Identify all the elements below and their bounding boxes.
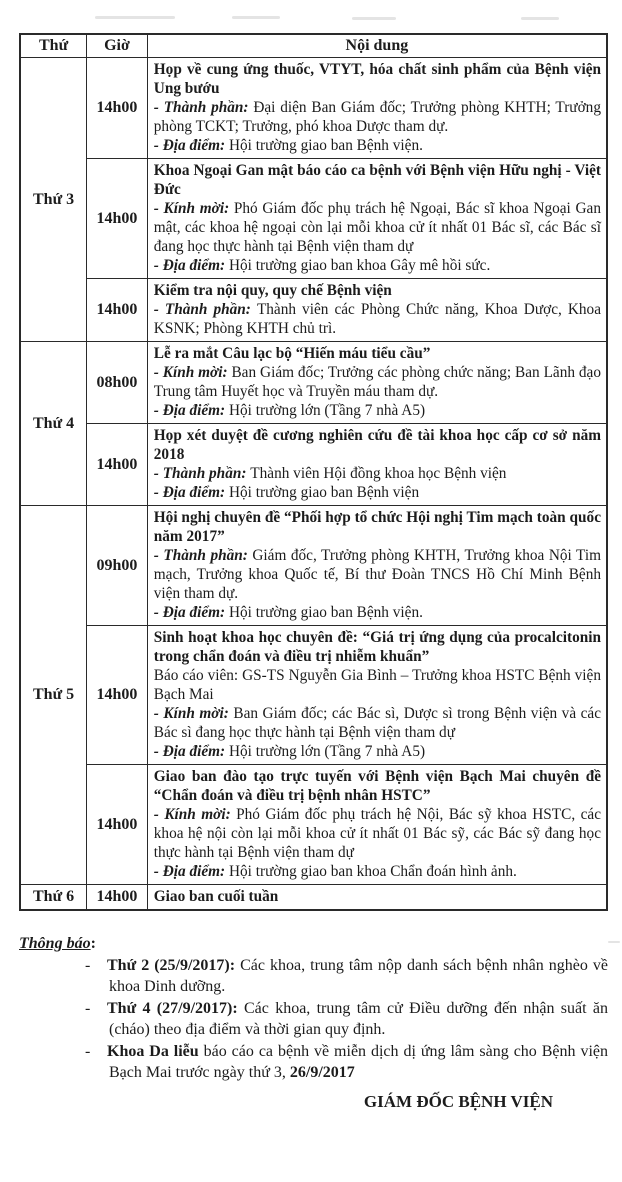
text-segment: Sinh hoạt khoa học chuyên đề: “Giá trị ứng dụng của procalcitonin trong chẩn đoán và điều trị nhiễm khuẩn” bbox=[153, 629, 601, 665]
content-line bbox=[154, 281, 601, 300]
content-line bbox=[154, 483, 601, 502]
text-segment: Thứ 4 (27/9/2017): bbox=[107, 1000, 244, 1017]
dash-marker: - bbox=[85, 957, 91, 974]
content-line bbox=[154, 887, 601, 906]
content-line bbox=[154, 300, 601, 338]
text-segment: Phó Giám đốc phụ trách hệ Nội, Bác sỹ khoa HSTC, các khoa hệ nội còn lại mỗi khoa cử ít nhất 01 Bác sỹ, các Bác sỹ đang học thực hành tại Bệnh viện tham dự bbox=[153, 806, 601, 861]
scan-artifact bbox=[608, 941, 620, 943]
content-line bbox=[154, 603, 601, 622]
day-cell: Thứ 5 bbox=[20, 506, 87, 885]
text-segment: Hội trường giao ban khoa Gây mê hồi sức. bbox=[228, 257, 491, 274]
notices-section bbox=[19, 933, 608, 1083]
content-cell bbox=[147, 58, 607, 159]
table-row bbox=[20, 626, 607, 765]
table-row bbox=[20, 424, 607, 506]
content-line bbox=[154, 401, 601, 420]
content-line bbox=[154, 666, 601, 704]
content-line bbox=[154, 363, 601, 401]
content-cell bbox=[147, 424, 607, 506]
content-line bbox=[154, 628, 601, 666]
text-segment: - Kính mời: bbox=[153, 705, 234, 722]
content-line bbox=[154, 98, 601, 136]
text-segment: Giám đốc, Trưởng phòng KHTH, Trưởng khoa Nội Tim mạch, Trưởng khoa Quốc tế, Bí thư Đoàn TNCS Hồ Chí Minh Bệnh viện tham dự. bbox=[153, 547, 601, 602]
text-segment: Hội trường lớn (Tầng 7 nhà A5) bbox=[228, 402, 426, 419]
content-line bbox=[154, 426, 601, 464]
content-cell bbox=[147, 885, 607, 911]
text-segment: - Thành phần: bbox=[153, 99, 254, 116]
content-line bbox=[154, 161, 601, 199]
text-segment: Hội trường giao ban Bệnh viện. bbox=[228, 137, 423, 154]
content-line bbox=[154, 60, 601, 98]
director-signature: GIÁM ĐỐC BỆNH VIỆN bbox=[363, 1092, 553, 1111]
scan-artifact bbox=[521, 17, 559, 20]
document-page bbox=[19, 33, 608, 1112]
content-line bbox=[154, 199, 601, 256]
scan-artifact bbox=[232, 16, 280, 19]
time-cell: 14h00 bbox=[87, 58, 148, 159]
time-cell: 14h00 bbox=[87, 885, 148, 911]
time-cell: 08h00 bbox=[87, 342, 148, 424]
notice-item bbox=[19, 998, 608, 1040]
text-segment: Giao ban cuối tuần bbox=[153, 888, 279, 905]
text-segment: Khoa Ngoại Gan mật báo cáo ca bệnh với Bệnh viện Hữu nghị - Việt Đức bbox=[153, 162, 601, 198]
text-segment: Báo cáo viên: GS-TS Nguyễn Gia Bình – Trưởng khoa HSTC Bệnh viện Bạch Mai bbox=[153, 667, 601, 703]
text-segment: - Thành phần: bbox=[153, 465, 251, 482]
dash-marker: - bbox=[85, 1043, 91, 1060]
text-segment: - Kính mời: bbox=[153, 364, 232, 381]
content-cell bbox=[147, 342, 607, 424]
content-cell bbox=[147, 626, 607, 765]
content-line bbox=[154, 546, 601, 603]
content-cell bbox=[147, 765, 607, 885]
content-line bbox=[154, 464, 601, 483]
schedule-body bbox=[20, 58, 607, 911]
text-segment: - Địa điểm: bbox=[153, 137, 229, 154]
text-segment: Đại diện Ban Giám đốc; Trưởng phòng KHTH; Trưởng phòng TCKT; Trưởng, phó khoa Dược tham dự. bbox=[153, 99, 601, 135]
text-segment: Các khoa, trung tâm cử Điều dưỡng đến nhận suất ăn (cháo) theo địa điểm và thời gian quy định. bbox=[109, 1000, 609, 1038]
day-cell: Thứ 4 bbox=[20, 342, 87, 506]
text-segment: Phó Giám đốc phụ trách hệ Ngoại, Bác sĩ khoa Ngoại Gan mật, các khoa hệ ngoại còn lại mỗi khoa cử ít nhất 01 Bác sĩ, các Bác sĩ đang học thực hành tại Bệnh viện tham dự bbox=[153, 200, 601, 255]
column-header-content: Nội dung bbox=[147, 34, 607, 58]
text-segment: - Địa điểm: bbox=[153, 743, 229, 760]
notice-item bbox=[19, 1041, 608, 1083]
text-segment: - Kính mời: bbox=[153, 200, 234, 217]
text-segment: Khoa Da liễu bbox=[107, 1043, 204, 1060]
table-row bbox=[20, 342, 607, 424]
time-cell: 14h00 bbox=[87, 279, 148, 342]
text-segment: Hội trường giao ban khoa Chẩn đoán hình ảnh. bbox=[228, 863, 517, 880]
text-segment: Thành viên các Phòng Chức năng, Khoa Dược, Khoa KSNK; Phòng KHTH chủ trì. bbox=[153, 301, 601, 337]
text-segment: - Thành phần: bbox=[153, 547, 253, 564]
notices-list bbox=[19, 955, 608, 1083]
day-cell: Thứ 3 bbox=[20, 58, 87, 342]
text-segment: Họp xét duyệt đề cương nghiên cứu đề tài khoa học cấp cơ sở năm 2018 bbox=[153, 427, 601, 463]
time-cell: 09h00 bbox=[87, 506, 148, 626]
table-row bbox=[20, 279, 607, 342]
notices-heading bbox=[19, 933, 608, 954]
text-segment: Hội nghị chuyên đề “Phối hợp tổ chức Hội nghị Tim mạch toàn quốc năm 2017” bbox=[153, 509, 601, 545]
time-cell: 14h00 bbox=[87, 424, 148, 506]
text-segment: - Thành phần: bbox=[153, 301, 257, 318]
text-segment: - Kính mời: bbox=[153, 806, 237, 823]
table-row bbox=[20, 58, 607, 159]
text-segment: - Địa điểm: bbox=[153, 402, 229, 419]
notices-heading-colon: : bbox=[90, 935, 96, 952]
text-segment: - Địa điểm: bbox=[153, 863, 229, 880]
text-segment: 26/9/2017 bbox=[289, 1064, 355, 1081]
table-row bbox=[20, 885, 607, 911]
content-line bbox=[154, 136, 601, 155]
time-cell: 14h00 bbox=[87, 626, 148, 765]
day-cell: Thứ 6 bbox=[20, 885, 87, 911]
notices-heading-text: Thông báo bbox=[19, 935, 91, 952]
table-row bbox=[20, 765, 607, 885]
text-segment: báo cáo ca bệnh về miễn dịch dị ứng lâm sàng cho Bệnh viện Bạch Mai trước ngày thứ 3, bbox=[109, 1043, 608, 1081]
dash-marker: - bbox=[85, 1000, 91, 1017]
content-cell bbox=[147, 279, 607, 342]
text-segment: Hội trường lớn (Tầng 7 nhà A5) bbox=[228, 743, 426, 760]
time-cell: 14h00 bbox=[87, 159, 148, 279]
text-segment: Lễ ra mắt Câu lạc bộ “Hiến máu tiểu cầu” bbox=[153, 345, 431, 362]
table-row bbox=[20, 506, 607, 626]
text-segment: Hội trường giao ban Bệnh viện. bbox=[228, 604, 423, 621]
content-line bbox=[154, 508, 601, 546]
text-segment: Ban Giám đốc; Trưởng các phòng chức năng; Ban Lãnh đạo Trung tâm Huyết học và Truyền máu tham dự. bbox=[153, 364, 601, 400]
scan-artifact bbox=[95, 16, 175, 19]
text-segment: Kiểm tra nội quy, quy chế Bệnh viện bbox=[153, 282, 392, 299]
column-header-day: Thứ bbox=[20, 34, 87, 58]
text-segment: - Địa điểm: bbox=[153, 257, 229, 274]
text-segment: Thành viên Hội đồng khoa học Bệnh viện bbox=[250, 465, 507, 482]
content-line bbox=[154, 805, 601, 862]
time-cell: 14h00 bbox=[87, 765, 148, 885]
text-segment: Các khoa, trung tâm nộp danh sách bệnh nhân nghèo về khoa Dinh dưỡng. bbox=[109, 957, 608, 995]
column-header-time: Giờ bbox=[87, 34, 148, 58]
schedule-table bbox=[19, 33, 608, 911]
scan-artifact bbox=[352, 17, 396, 20]
content-line bbox=[154, 862, 601, 881]
text-segment: Ban Giám đốc; các Bác sì, Dược sì trong Bệnh viện và các Bác sì đang học thực hành tại Bệnh viện tham dự bbox=[153, 705, 601, 741]
content-line bbox=[154, 742, 601, 761]
table-row bbox=[20, 159, 607, 279]
content-cell bbox=[147, 506, 607, 626]
notice-item bbox=[19, 955, 608, 997]
table-header-row bbox=[20, 34, 607, 58]
text-segment: Giao ban đào tạo trực tuyến với Bệnh viện Bạch Mai chuyên đề “Chẩn đoán và điều trị bệnh nhân HSTC” bbox=[153, 768, 601, 804]
text-segment: Thứ 2 (25/9/2017): bbox=[107, 957, 241, 974]
content-cell bbox=[147, 159, 607, 279]
content-line bbox=[154, 256, 601, 275]
text-segment: Hội trường giao ban Bệnh viện bbox=[228, 484, 420, 501]
content-line bbox=[154, 767, 601, 805]
text-segment: - Địa điểm: bbox=[153, 484, 229, 501]
text-segment: Họp về cung ứng thuốc, VTYT, hóa chất sinh phẩm của Bệnh viện Ung bướu bbox=[153, 61, 601, 97]
content-line bbox=[154, 344, 601, 363]
text-segment: - Địa điểm: bbox=[153, 604, 229, 621]
content-line bbox=[154, 704, 601, 742]
